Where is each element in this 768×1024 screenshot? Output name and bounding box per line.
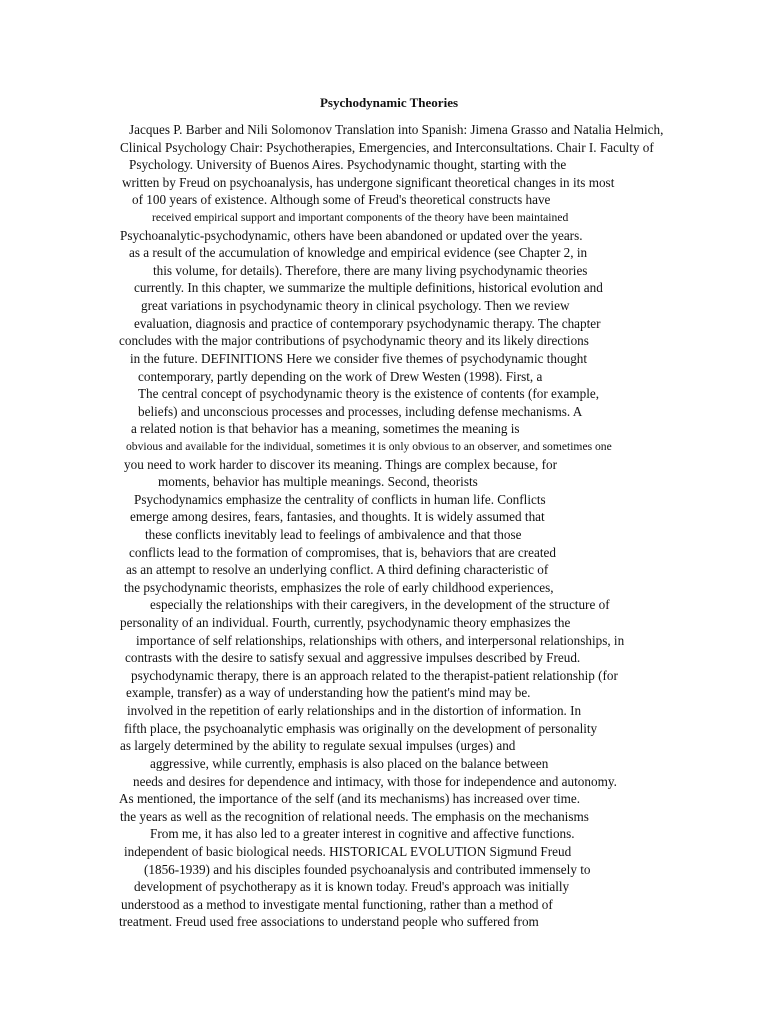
body-line: treatment. Freud used free associations to understand people who suffered from: [119, 914, 539, 929]
body-line: involved in the repetition of early relationships and in the distortion of information. In: [127, 703, 582, 718]
body-line: great variations in psychodynamic theory in clinical psychology. Then we review: [141, 298, 570, 313]
body-line: the psychodynamic theorists, emphasizes the role of early childhood experiences,: [124, 580, 554, 595]
body-line: aggressive, while currently, emphasis is also placed on the balance between: [150, 756, 549, 771]
body-line: received empirical support and important components of the theory have been maintained: [152, 211, 569, 224]
body-line: The central concept of psychodynamic theory is the existence of contents (for example,: [138, 386, 600, 401]
body-line: written by Freud on psychoanalysis, has undergone significant theoretical changes in its most: [122, 175, 615, 190]
body-line: in the future. DEFINITIONS Here we consider five themes of psychodynamic thought: [130, 351, 588, 366]
body-line: Psychodynamics emphasize the centrality of conflicts in human life. Conflicts: [134, 492, 546, 507]
body-line: currently. In this chapter, we summarize the multiple definitions, historical evolution and: [134, 280, 603, 295]
body-line: of 100 years of existence. Although some of Freud's theoretical constructs have: [132, 192, 551, 207]
body-line: example, transfer) as a way of understanding how the patient's mind may be.: [126, 685, 531, 700]
body-line: As mentioned, the importance of the self (and its mechanisms) has increased over time.: [119, 791, 581, 806]
body-line: conflicts lead to the formation of compromises, that is, behaviors that are created: [129, 545, 556, 560]
body-line: Psychology. University of Buenos Aires. Psychodynamic thought, starting with the: [129, 157, 567, 172]
body-line: emerge among desires, fears, fantasies, and thoughts. It is widely assumed that: [130, 509, 545, 524]
body-line: understood as a method to investigate mental functioning, rather than a method of: [121, 897, 553, 912]
body-line: as largely determined by the ability to regulate sexual impulses (urges) and: [120, 738, 516, 753]
body-line: especially the relationships with their caregivers, in the development of the structure of: [150, 597, 610, 612]
body-line: personality of an individual. Fourth, currently, psychodynamic theory emphasizes the: [120, 615, 571, 630]
body-line: psychodynamic therapy, there is an approach related to the therapist-patient relationship (for: [131, 668, 618, 683]
body-line: needs and desires for dependence and intimacy, with those for independence and autonomy.: [133, 774, 617, 789]
body-line: From me, it has also led to a greater interest in cognitive and affective functions.: [150, 826, 575, 841]
body-line: moments, behavior has multiple meanings. Second, theorists: [158, 474, 478, 489]
body-line: concludes with the major contributions of psychodynamic theory and its likely directions: [119, 333, 589, 348]
body-line: Psychoanalytic-psychodynamic, others have been abandoned or updated over the years.: [120, 228, 583, 243]
body-line: these conflicts inevitably lead to feelings of ambivalence and that those: [145, 527, 522, 542]
body-line: you need to work harder to discover its meaning. Things are complex because, for: [124, 457, 557, 472]
body-line: development of psychotherapy as it is known today. Freud's approach was initially: [134, 879, 570, 894]
body-line: evaluation, diagnosis and practice of contemporary psychodynamic therapy. The chapter: [134, 316, 601, 331]
body-line: Jacques P. Barber and Nili Solomonov Translation into Spanish: Jimena Grasso and Natalia Helmich,: [129, 122, 664, 137]
body-line: obvious and available for the individual, sometimes it is only obvious to an observer, and sometimes one: [126, 440, 612, 453]
body-line: as an attempt to resolve an underlying conflict. A third defining characteristic of: [126, 562, 549, 577]
body-line: the years as well as the recognition of relational needs. The emphasis on the mechanisms: [120, 809, 589, 824]
body-line: contemporary, partly depending on the work of Drew Westen (1998). First, a: [138, 369, 543, 384]
body-line: this volume, for details). Therefore, there are many living psychodynamic theories: [153, 263, 588, 278]
body-line: contrasts with the desire to satisfy sexual and aggressive impulses described by Freud.: [125, 650, 581, 665]
body-line: independent of basic biological needs. HISTORICAL EVOLUTION Sigmund Freud: [124, 844, 572, 859]
body-line: importance of self relationships, relationships with others, and interpersonal relationships, in: [136, 633, 625, 648]
body-line: a related notion is that behavior has a meaning, sometimes the meaning is: [131, 421, 520, 436]
document-title: Psychodynamic Theories: [319, 95, 459, 110]
body-line: beliefs) and unconscious processes and processes, including defense mechanisms. A: [138, 404, 583, 419]
body-line: as a result of the accumulation of knowledge and empirical evidence (see Chapter 2, in: [129, 245, 588, 260]
body-line: (1856-1939) and his disciples founded psychoanalysis and contributed immensely to: [144, 862, 591, 877]
body-line: fifth place, the psychoanalytic emphasis was originally on the development of personality: [124, 721, 598, 736]
body-line: Clinical Psychology Chair: Psychotherapies, Emergencies, and Interconsultations. Chair I. Faculty of: [120, 140, 654, 155]
